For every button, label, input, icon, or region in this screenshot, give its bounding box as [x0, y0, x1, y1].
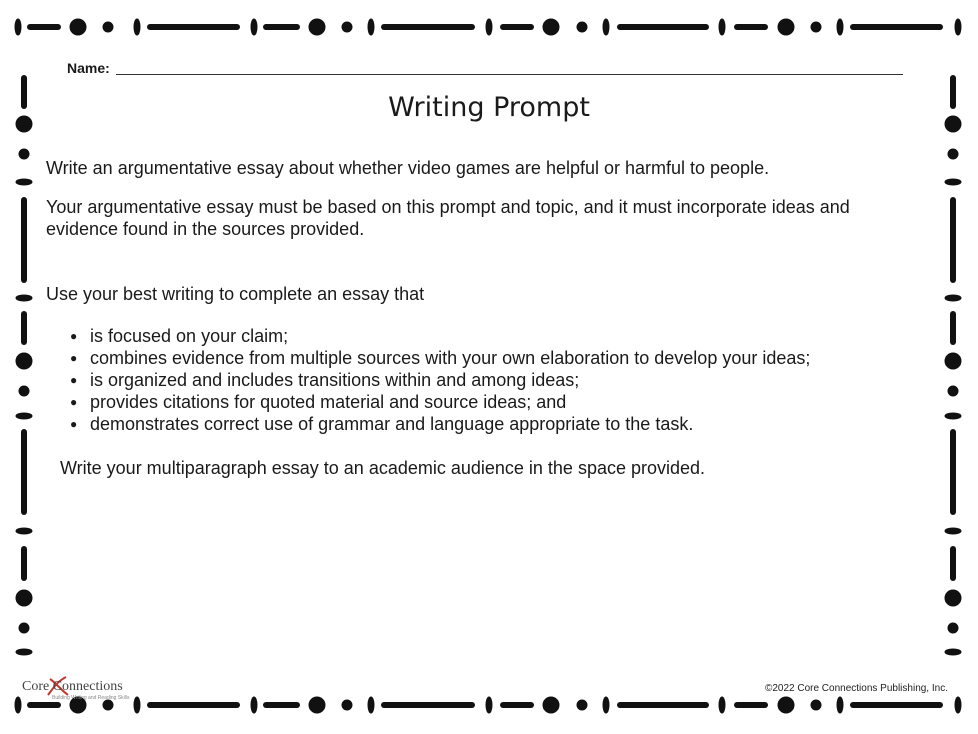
left-border	[16, 78, 32, 655]
closing-instruction: Write your multiparagraph essay to an academic audience in the space provided.	[60, 458, 706, 478]
right-border	[945, 78, 961, 655]
bottom-border	[15, 697, 961, 713]
name-field[interactable]	[67, 58, 903, 76]
list-item: ● demonstrates correct use of grammar and language appropriate to the task.	[70, 413, 810, 435]
top-border	[15, 19, 961, 35]
list-item: ● is organized and includes transitions within and among ideas;	[70, 369, 810, 391]
core-connections-logo	[22, 677, 132, 703]
copyright-notice: ©2022 Core Connections Publishing, Inc.	[764, 683, 948, 694]
list-item: ● provides citations for quoted material and source ideas; and	[70, 391, 810, 413]
list-item: ● is focused on your claim;	[70, 325, 810, 347]
criteria-list	[70, 325, 810, 435]
prompt-paragraph: Write an argumentative essay about whether video games are helpful or harmful to people.	[46, 158, 770, 178]
list-item: ● combines evidence from multiple sources with your own elaboration to develop your ideas;	[70, 347, 810, 369]
sources-paragraph: Your argumentative essay must be based on this prompt and topic, and it must incorporate ideas and evidence found in the sources provided.	[46, 197, 850, 239]
page-title: Writing Prompt	[388, 92, 590, 123]
criteria-intro: Use your best writing to complete an essay that	[46, 284, 425, 304]
name-line[interactable]	[116, 74, 903, 75]
name-label: Name:	[67, 60, 110, 76]
logo-text: Core Connections	[22, 679, 123, 694]
logo-tagline: Building Writing and Reading Skills	[52, 695, 130, 701]
